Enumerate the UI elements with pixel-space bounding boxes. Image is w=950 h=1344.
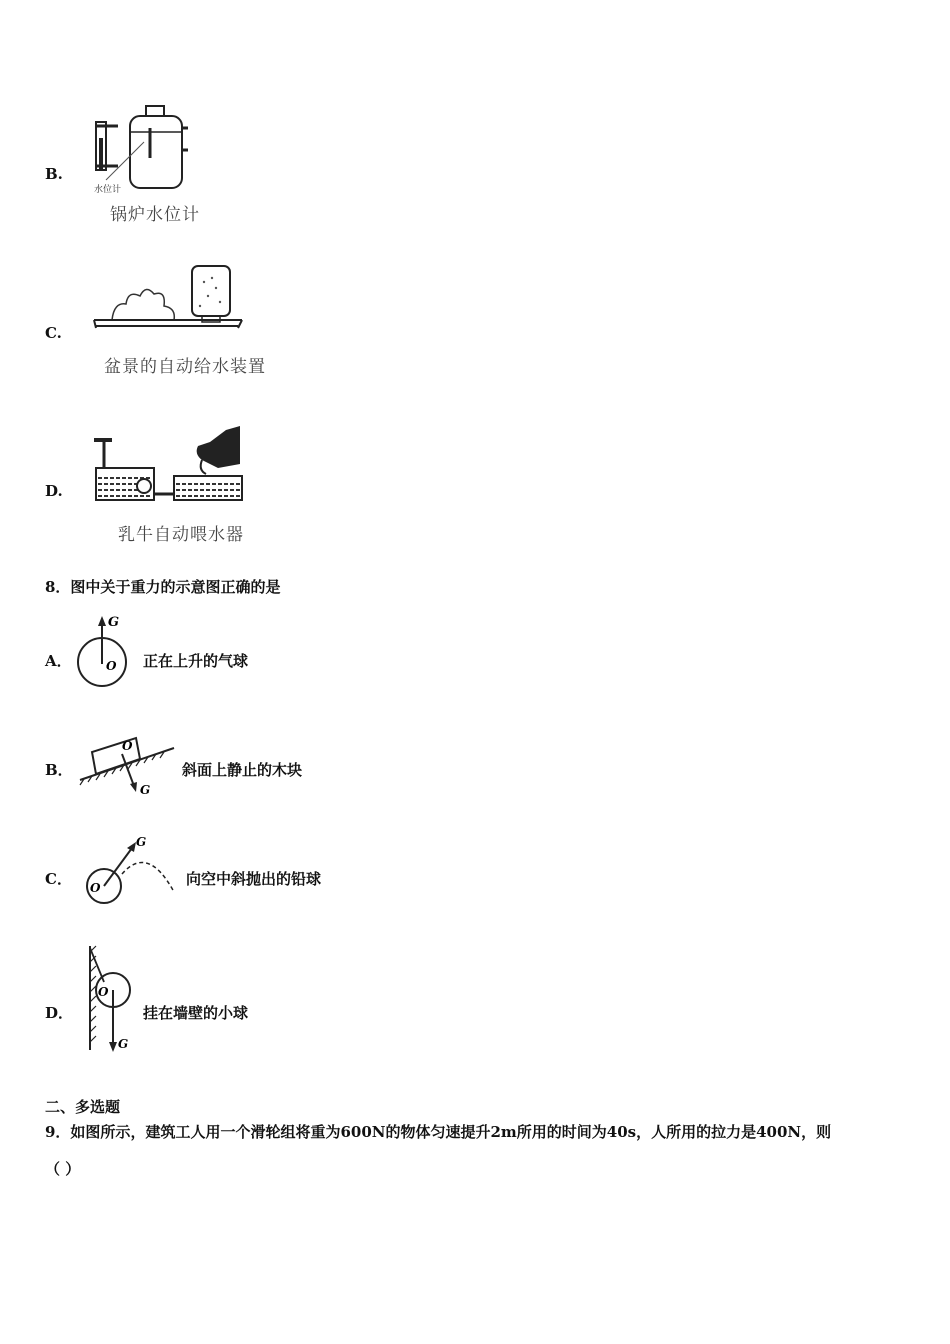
force-label-g: G [108,615,120,630]
bonsai-water-figure [92,262,252,342]
svg-text:O: O [122,739,133,753]
option-d-letter: D. [45,482,63,500]
option-b-letter: B. [45,165,63,183]
q8-option-b-letter: B． [45,761,73,779]
center-label-o: O [106,659,117,673]
svg-text:G: G [136,835,147,849]
q8-incline-figure [78,728,178,800]
svg-text:O: O [98,985,109,999]
q9-stem: 9．如图所示，建筑工人用一个滑轮组将重为600N的物体匀速提升2m所用的时间为40s，人所用的拉力是400N，则 [45,1123,832,1141]
q8-stem: 8．图中关于重力的示意图正确的是 [45,578,281,596]
q8-option-d-text: 挂在墙壁的小球 [143,1004,249,1022]
q8-wall-ball-figure [82,942,142,1060]
q8-option-a-letter: A． [45,652,72,670]
q9-answer-blank: （ ） [45,1160,81,1178]
option-b-caption: 锅炉水位计 [110,205,200,225]
q8-option-c-letter: C． [45,870,72,888]
option-c-caption: 盆景的自动给水装置 [104,357,266,377]
q8-option-a-text: 正在上升的气球 [143,652,249,670]
section-heading: 二、多选题 [45,1098,121,1116]
svg-text:O: O [90,881,101,895]
q8-option-b-text: 斜面上静止的木块 [182,761,303,779]
cow-feeder-figure [90,424,250,508]
q8-option-d-letter: D． [45,1004,74,1022]
svg-text:G: G [118,1037,129,1051]
q8-option-c-text: 向空中斜抛出的铅球 [186,870,322,888]
option-d-caption: 乳牛自动喂水器 [118,525,244,545]
q8-balloon-figure [76,612,136,692]
gauge-label: 水位计 [94,185,122,195]
svg-text:G: G [140,783,151,797]
q8-shotput-figure [82,834,182,910]
option-c-letter: C. [45,324,62,342]
boiler-gauge-figure [88,102,208,202]
